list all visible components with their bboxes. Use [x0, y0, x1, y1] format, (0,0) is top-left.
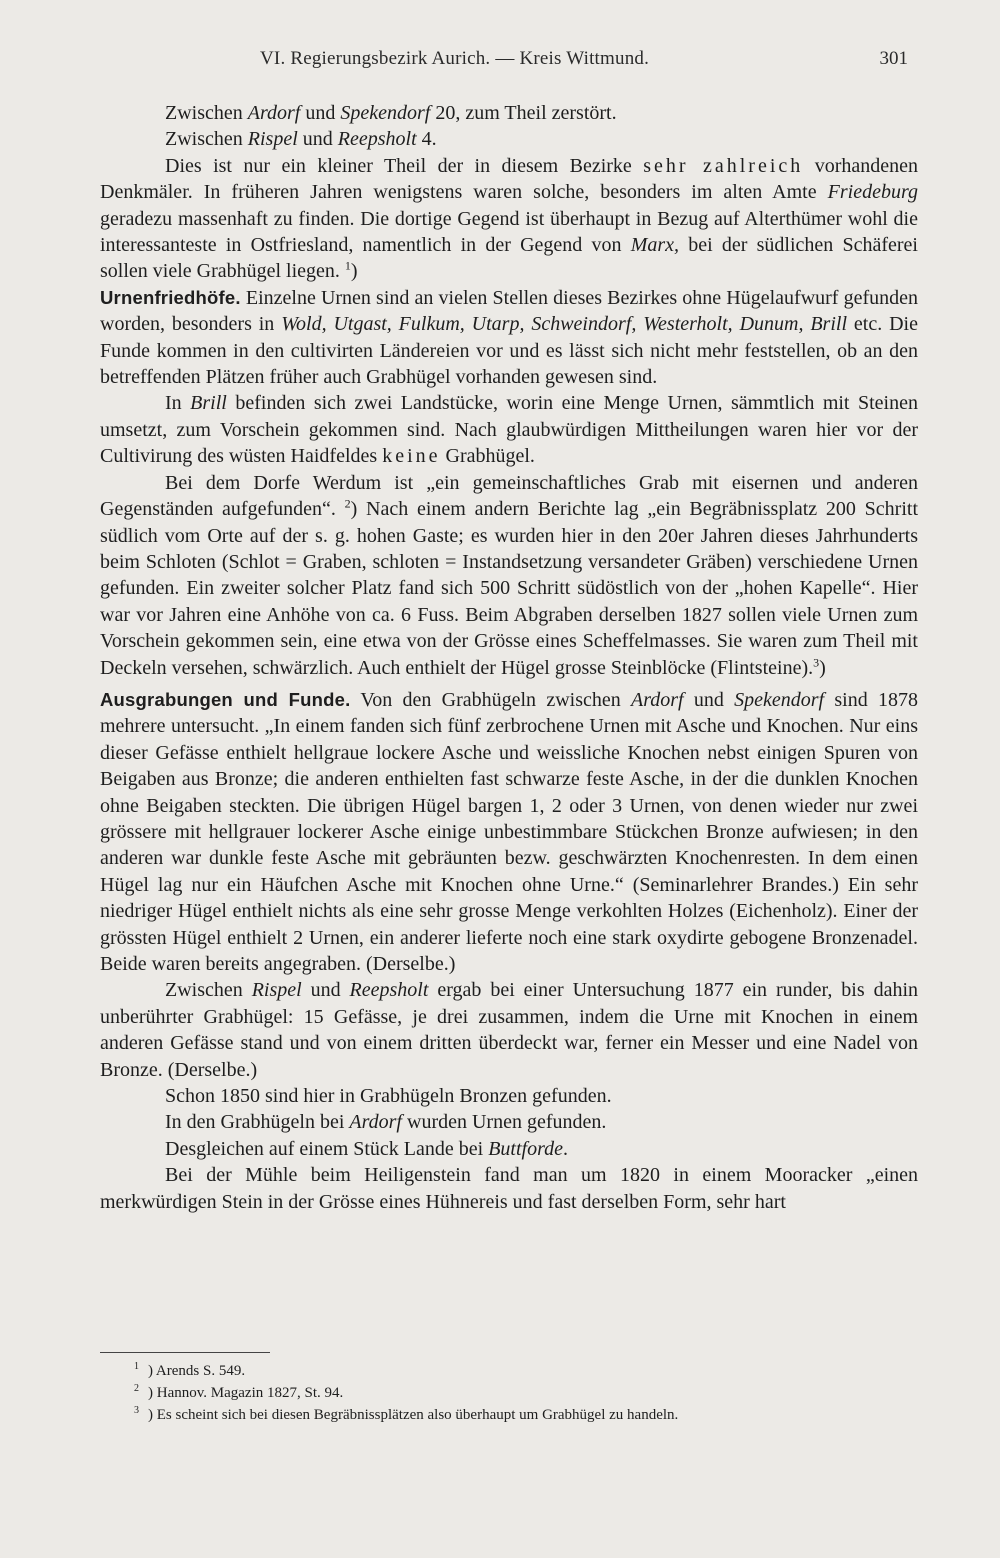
- footnote: 1 ) Arends S. 549.: [148, 1360, 908, 1382]
- paragraph: Schon 1850 sind hier in Grabhügeln Bronzen gefunden.: [165, 1085, 612, 1108]
- running-head-title: VI. Regierungsbezirk Aurich. — Kreis Wittmund.: [260, 48, 650, 69]
- footnote-ref: 2: [344, 496, 351, 511]
- paragraph: Ausgrabungen und Funde. Von den Grabhügeln zwischen Ardorf und Spekendorf sind 1878 mehrere untersucht. „In einem fanden sich fünf zerbrochene Urnen mit Asche und Knochen. Nur eins dieser Gefässe enthielt hellgraue lockere Asche und weissliche Knochen nebst einigen Spuren von Beigaben aus Bronze; die anderen enthielten fast schwarze feste Asche, in der die dunklen Knochen ohne Beigaben steckten. Die übrigen Hügel bargen 1, 2 oder 3 Urnen, von denen wieder nur zwei grössere mit hellgrauer lockerer Asche einige unbestimmbare Stückchen Bronze aufwiesen; in den anderen war dunkle feste Asche mit gebräunten bezw. geschwärzten Knochenresten. In dem einen Hügel lag nur ein Häufchen Asche mit Knochen ohne Urne.“ (Seminarlehrer Brandes.) Ein sehr niedriger Hügel enthielt nichts als eine sehr grosse Menge verkohlten Holzes (Eichenholz). Einer der grössten Hügel enthielt 2 Urnen, ein anderer lieferte noch eine stark oxydirte gebogene Bronzenadel. Beide waren bereits angegraben. (Derselbe.): [100, 688, 918, 975]
- footnote-divider: [100, 1352, 270, 1353]
- paragraph: In den Grabhügeln bei Ardorf wurden Urnen gefunden.: [165, 1111, 607, 1134]
- paragraph: Urnenfriedhöfe. Einzelne Urnen sind an vielen Stellen dieses Bezirkes ohne Hügelaufwurf gefunden worden, besonders in Wold, Utgast, Fulkum, Utarp, Schweindorf, Westerholt, Dunum, Brill etc. Die Funde kommen in den cultivirten Ländereien vor und es lässt sich nicht mehr feststellen, ob an den betreffenden Plätzen früher auch Grabhügel vorhanden gewesen sind.: [100, 286, 918, 389]
- paragraph: Bei dem Dorfe Werdum ist „ein gemeinschaftliches Grab mit eisernen und anderen Gegenständen aufgefunden“. $^2$) Nach einem andern Berichte lag „ein Begräbnissplatz 200 Schritt südlich vom Orte auf der s. g. hohen Gaste; es wurden hier in den 20er Jahren dieses Jahrhunderts beim Schloten (Schlot = Graben, schloten = Instandsetzung versandeter Gräben) verschiedene Urnen gefunden. Ein zweiter solcher Platz fand sich 500 Schritt südöstlich von der „hohen Kapelle“. Hier war vor Jahren eine Anhöhe von ca. 6 Fuss. Beim Abgraben derselben 1827 sollen viele Urnen zum Vorschein gekommen sein, eine etwa von der Grösse eines Scheffelmasses. Sie waren zum Theil mit Deckeln versehen, schwärzlich. Auch enthielt der Hügel grosse Steinblöcke (Flintsteine).$^3$): [100, 471, 918, 679]
- paragraph: In Brill befinden sich zwei Landstücke, worin eine Menge Urnen, sämmtlich mit Steinen umsetzt, zum Vorschein gekommen sind. Nach glaubwürdigen Mittheilungen waren hier vor der Cultivirung des wüsten Haidfeldes keine Grabhügel.: [100, 392, 918, 468]
- footnote-mark: 3: [134, 1405, 139, 1416]
- paragraph: Zwischen Rispel und Reepsholt 4.: [165, 128, 437, 151]
- footnote: 2 ) Hannov. Magazin 1827, St. 94.: [148, 1382, 908, 1404]
- footnote-ref: 3: [813, 654, 820, 669]
- section-heading: Ausgrabungen und Funde.: [100, 688, 351, 710]
- section-heading: Urnenfriedhöfe.: [100, 286, 241, 308]
- footnote-mark: 2: [134, 1383, 139, 1394]
- page-number: 301: [879, 48, 908, 69]
- body-text: [100, 100, 918, 1215]
- footnote: 3 ) Es scheint sich bei diesen Begräbnissplätzen also überhaupt um Grabhügel zu handeln.: [148, 1404, 908, 1426]
- paragraph: Zwischen Rispel und Reepsholt ergab bei einer Untersuchung 1877 ein runder, bis dahin unberührter Grabhügel: 15 Gefässe, je drei zusammen, indem die Urne mit Knochen in einem anderen Gefässe stand und von einem dritten überdeckt war, ferner ein Messer und eine Nadel von Bronze. (Derselbe.): [100, 979, 919, 1081]
- paragraph: Desgleichen auf einem Stück Lande bei Buttforde.: [165, 1137, 569, 1160]
- footnotes: [134, 1360, 908, 1426]
- footnote-mark: 1: [134, 1361, 139, 1372]
- paragraph: Bei der Mühle beim Heiligenstein fand man um 1820 in einem Mooracker „einen merkwürdigen Stein in der Grösse eines Hühnereis und fast derselben Form, sehr hart: [100, 1164, 918, 1213]
- footnote-ref: 1: [344, 258, 351, 273]
- paragraph: Zwischen Ardorf und Spekendorf 20, zum Theil zerstört.: [165, 102, 617, 124]
- running-head: [100, 48, 908, 76]
- paragraph: Dies ist nur ein kleiner Theil der in diesem Bezirke sehr zahlreich vorhandenen Denkmäler. In früheren Jahren wenigstens waren solche, besonders im alten Amte Friedeburg geradezu massenhaft zu finden. Die dortige Gegend ist überhaupt in Bezug auf Alterthümer wohl die interessanteste in Ostfriesland, namentlich in der Gegend von Marx, bei der südlichen Schäferei sollen viele Grabhügel liegen. $^1$): [100, 154, 918, 283]
